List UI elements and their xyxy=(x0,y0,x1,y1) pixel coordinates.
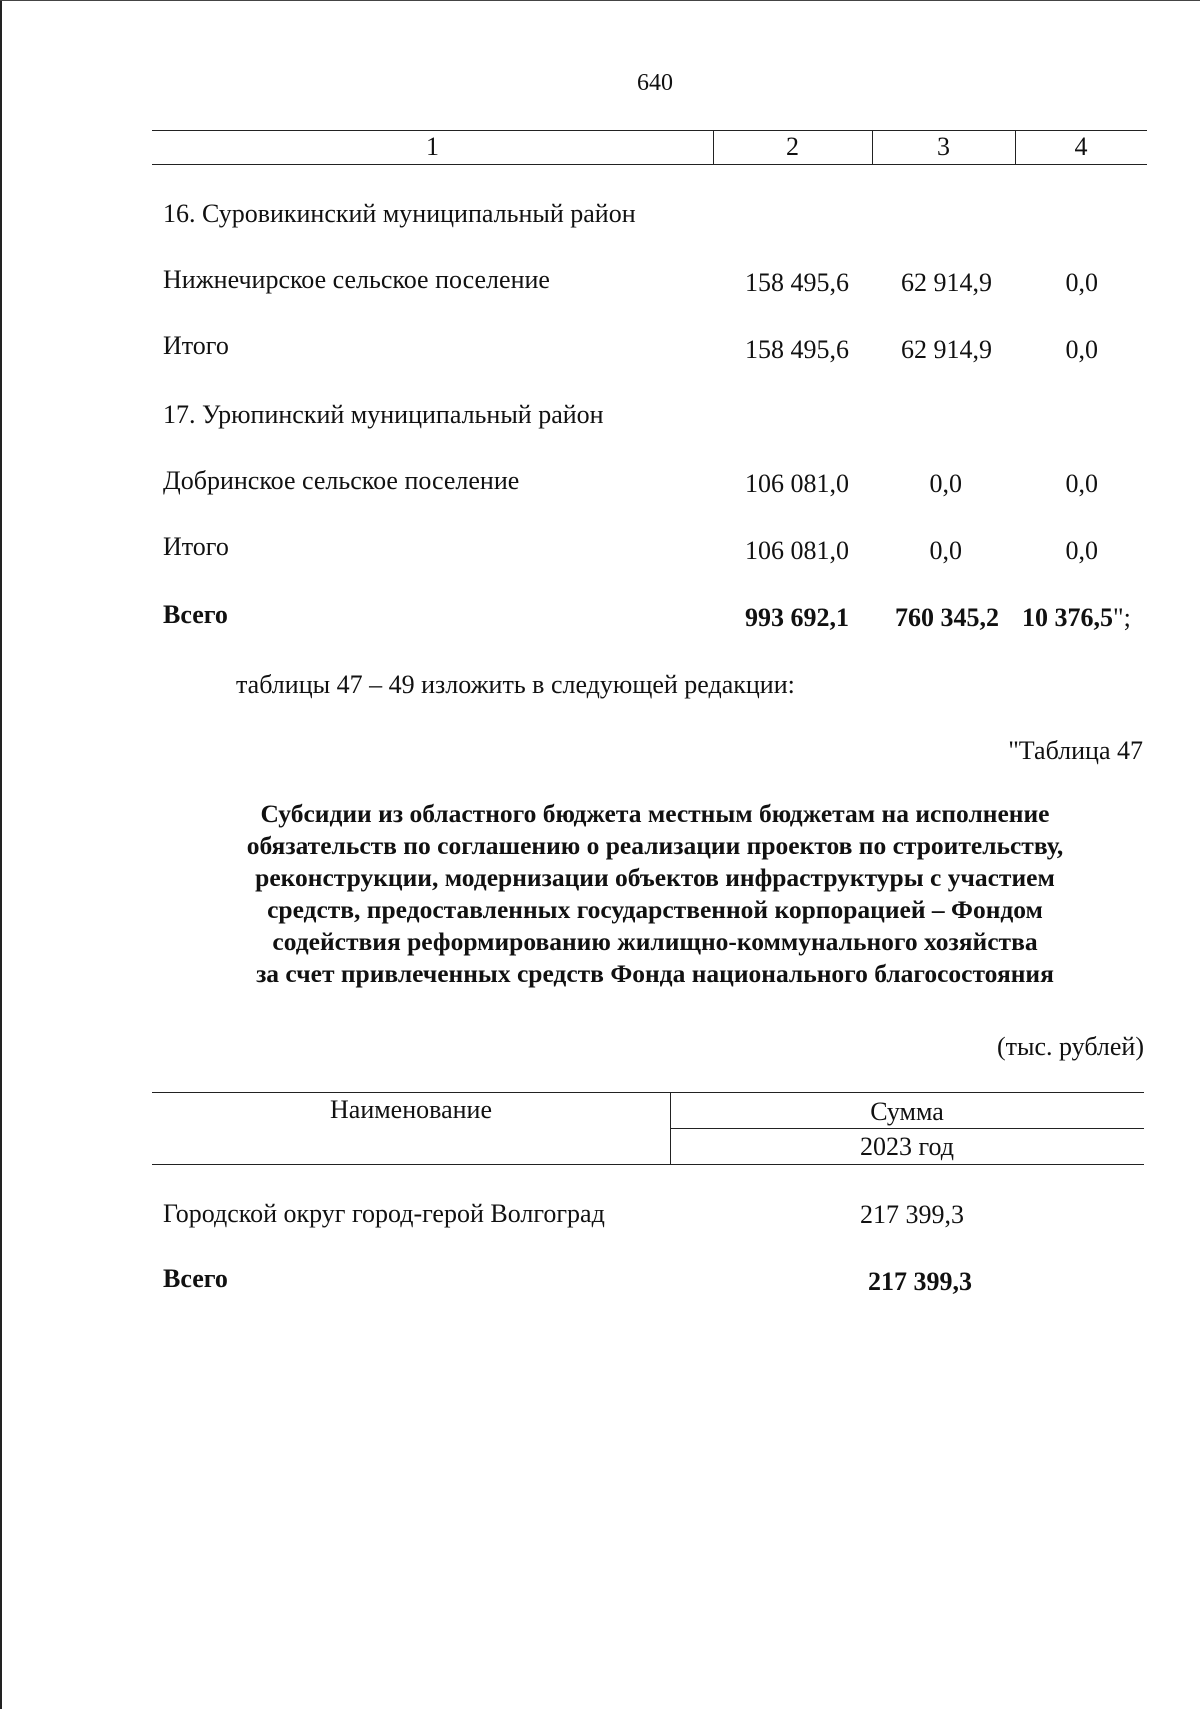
table1-header-col-1: 1 xyxy=(426,132,439,161)
table1-header-col-2: 2 xyxy=(786,132,799,161)
table1-row-value-col-2: 158 495,6 xyxy=(745,335,849,364)
table1-row-name: Нижнечирское сельское поселение xyxy=(163,265,550,294)
table1-row-value-col-2: 158 495,6 xyxy=(745,268,849,297)
table1-header-col-3: 3 xyxy=(937,132,950,161)
page-number: 640 xyxy=(637,70,673,96)
table2-header-bottom-rule xyxy=(152,1164,1144,1165)
table2-header-sum: Сумма xyxy=(870,1097,944,1126)
table1-total-value-col-2: 993 692,1 xyxy=(745,603,849,632)
table-title-line: реконструкции, модернизации объектов инфраструктуры с участием xyxy=(255,863,1055,892)
table1-row-value-col-3: 62 914,9 xyxy=(901,335,992,364)
table1-row-value-col-3: 62 914,9 xyxy=(901,268,992,297)
table1-total-value-col-4: 10 376,5 xyxy=(1022,603,1113,632)
table1-row-value-col-4: 0,0 xyxy=(1065,335,1098,364)
table2-header-top-rule xyxy=(152,1092,1144,1093)
table1-row-value-col-4: 0,0 xyxy=(1065,469,1098,498)
scan-edge-top xyxy=(0,0,1200,1)
table1-header-col-4: 4 xyxy=(1074,132,1088,161)
table1-header-top-rule xyxy=(152,130,1147,131)
table1-section-label: 17. Урюпинский муниципальный район xyxy=(163,400,604,429)
table1-total-value-col-3: 760 345,2 xyxy=(895,603,999,632)
table1-section-label: 16. Суровикинский муниципальный район xyxy=(163,199,636,228)
scan-edge-left xyxy=(0,0,2,1709)
table1-header-bottom-rule xyxy=(152,164,1147,165)
table-title-line: обязательств по соглашению о реализации проектов по строительству, xyxy=(246,831,1064,860)
table1-row-value-col-2: 106 081,0 xyxy=(745,536,849,565)
table1-row-value-col-3: 0,0 xyxy=(929,469,962,498)
table-title-line: за счет привлеченных средств Фонда национального благосостояния xyxy=(256,959,1054,988)
table2-row-value: 217 399,3 xyxy=(860,1200,964,1229)
units-label: (тыс. рублей) xyxy=(996,1032,1144,1061)
table2-header-name: Наименование xyxy=(330,1095,492,1124)
table1-row-value-col-2: 106 081,0 xyxy=(745,469,849,498)
table2-row-name: Городской округ город-герой Волгоград xyxy=(163,1199,605,1228)
table1-row-value-col-3: 0,0 xyxy=(929,536,962,565)
table-title-line: средств, предоставленных государственной корпорацией – Фондом xyxy=(267,895,1043,924)
table-title xyxy=(150,798,1160,990)
table-label: "Таблица 47 xyxy=(1008,736,1143,765)
table1-closing-quote: "; xyxy=(1113,603,1131,632)
table2-header-mid-rule xyxy=(670,1128,1144,1129)
table1-row-name: Итого xyxy=(163,532,229,561)
table1-row-value-col-4: 0,0 xyxy=(1065,268,1098,297)
table1-row-name: Добринское сельское поселение xyxy=(163,466,520,495)
table-title-line: Субсидии из областного бюджета местным бюджетам на исполнение xyxy=(260,799,1050,828)
table1-row-name: Итого xyxy=(163,331,229,360)
table1-total-value-col-4-wrap xyxy=(1022,603,1131,633)
table2-total-label: Всего xyxy=(163,1264,228,1293)
table-title-line: содействия реформированию жилищно-коммунального хозяйства xyxy=(272,927,1038,956)
table1-total-label: Всего xyxy=(163,600,228,629)
table1-row-value-col-4: 0,0 xyxy=(1065,536,1098,565)
table2-header-year: 2023 год xyxy=(860,1132,954,1161)
table2-total-value: 217 399,3 xyxy=(868,1267,972,1296)
instruction-text: таблицы 47 – 49 изложить в следующей редакции: xyxy=(236,670,795,699)
